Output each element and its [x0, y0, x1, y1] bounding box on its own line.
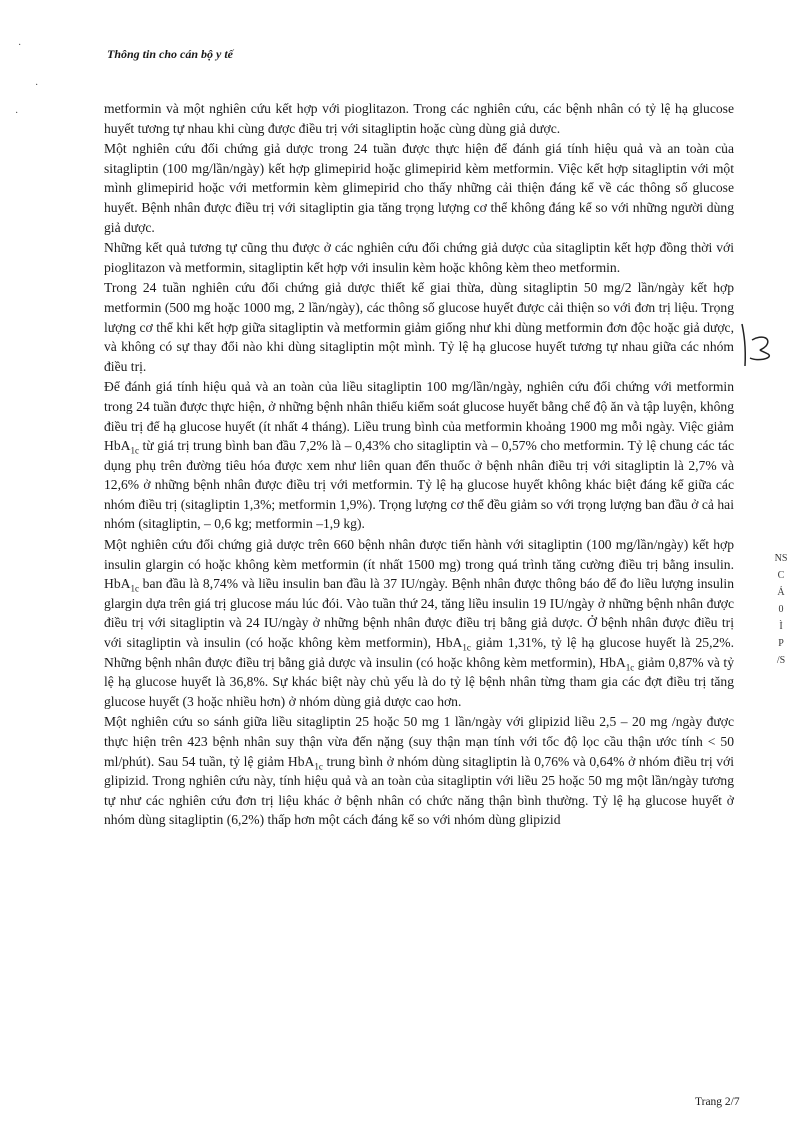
margin-mark: P — [778, 638, 784, 649]
scan-speck: · — [35, 80, 39, 91]
margin-mark: /S — [776, 655, 786, 666]
paragraph: Những kết quả tương tự cũng thu được ở các nghiên cứu đối chứng giả dược của sitagliptin kết hợp đồng thời với pioglitazon và metformin, sitagliptin kết hợp với insulin kèm hoặc không kèm theo metformin. — [104, 240, 734, 275]
scan-speck: · — [18, 40, 22, 51]
scan-speck: · — [15, 108, 19, 119]
paragraph: metformin và một nghiên cứu kết hợp với pioglitazon. Trong các nghiên cứu, các bệnh nhân có tỷ lệ hạ glucose huyết tương tự nhau khi cùng được điều trị với sitagliptin hoặc cùng dùng giả dược. — [104, 101, 734, 136]
handwritten-signature-mark — [738, 320, 778, 370]
paragraph: Để đánh giá tính hiệu quả và an toàn của liều sitagliptin 100 mg/lần/ngày, nghiên cứu đối chứng với metformin trong 24 tuần được thực hiện, ở những bệnh nhân thiếu kiểm soát glucose huyết bằng chế độ ăn và tập luyện, không điều trị để hạ glucose huyết (ít nhất 4 tháng). Liều trung bình của metformin khoảng 1900 mg mỗi ngày. Việc giảm HbA$_{1c}$ từ giá trị trung bình ban đầu 7,2% là – 0,43% cho sitagliptin và – 0,57% cho metformin. Tỷ lệ chung các tác dụng phụ trên đường tiêu hóa được xem như liên quan đến thuốc ở bệnh nhân điều trị với sitagliptin là 2,7% và 12,6% ở những bệnh nhân được điều trị với metformin. Tỷ lệ hạ glucose huyết không khác biệt đáng kể giữa các nhóm điều trị (sitagliptin 1,3%; metformin 1,9%). Trọng lượng cơ thể đều giảm so với trọng lượng ban đầu ở cả hai nhóm (sitagliptin, – 0,6 kg; metformin –1,9 kg). — [104, 379, 734, 532]
paragraph: Trong 24 tuần nghiên cứu đối chứng giả dược thiết kế giai thừa, dùng sitagliptin 50 mg/2 lần/ngày kết hợp metformin (500 mg hoặc 1000 mg, 2 lần/ngày), các thông số glucose huyết được cải thiện so với đơn trị liệu. Trọng lượng cơ thể khi kết hợp giữa sitagliptin và metformin giảm giống như khi dùng metformin đơn độc hoặc giả dược, và không có sự thay đổi nào khi dùng sitagliptin một mình. Tỷ lệ hạ glucose huyết tương tự nhau giữa các nhóm điều trị. — [104, 280, 734, 374]
page-number: Trang 2/7 — [695, 1096, 740, 1108]
margin-mark: NS — [774, 553, 788, 564]
margin-mark: 0 — [778, 604, 784, 615]
margin-mark: Ì — [779, 621, 783, 632]
paragraph: Một nghiên cứu đối chứng giả dược trong 24 tuần được thực hiện để đánh giá tính hiệu quả và an toàn của sitagliptin (100 mg/lần/ngày) kết hợp glimepirid hoặc glimepirid kèm metformin. Việc kết hợp sitagliptin với một mình glimepirid hoặc với metformin kèm glimepirid cho thấy những cải thiện đáng kể về các thông số glucose huyết. Bệnh nhân được điều trị với sitagliptin gia tăng trọng lượng cơ thể không đáng kể so với những người dùng giả dược. — [104, 141, 734, 235]
paragraph: Một nghiên cứu đối chứng giả dược trên 660 bệnh nhân được tiến hành với sitagliptin (100 mg/lần/ngày) kết hợp insulin glargin có hoặc không kèm metformin (ít nhất 1500 mg) trong quá trình tăng cường điều trị bằng insulin. HbA$_{1c}$ ban đầu là 8,74% và liều insulin ban đầu là 37 IU/ngày. Bệnh nhân được thông báo để đo liều lượng insulin glargin dựa trên giá trị glucose máu lúc đói. Vào tuần thứ 24, tăng liều insulin 19 IU/ngày ở những bệnh nhân được điều trị với sitagliptin và 24 IU/ngày ở những bệnh nhân được điều trị bằng giả dược. Ở bệnh nhân được điều trị với sitagliptin và insulin (có hoặc không kèm metformin), HbA$_{1c}$ giảm 1,31%, tỷ lệ hạ glucose huyết là 25,2%. Những bệnh nhân được điều trị bằng giả dược và insulin (có hoặc không kèm metformin), HbA$_{1c}$ giảm 0,87% và tỷ lệ hạ glucose huyết là 36,8%. Sự khác biệt này chủ yếu là do tỷ lệ bệnh nhân từng tham gia các đợt điều trị tăng glucose huyết (3 hoặc nhiều hơn) ở nhóm dùng giả dược cao hơn. — [104, 537, 735, 709]
margin-stamp-residue — [770, 550, 792, 669]
paragraph: Một nghiên cứu so sánh giữa liều sitagliptin 25 hoặc 50 mg 1 lần/ngày với glipizid liều 2,5 – 20 mg /ngày được thực hiện trên 423 bệnh nhân suy thận vừa đến nặng (suy thận mạn tính với tốc độ lọc cầu thận ước tính < 50 ml/phút). Sau 54 tuần, tỷ lệ giảm HbA$_{1c}$ trung bình ở nhóm dùng sitagliptin là 0,76% và 0,64% ở nhóm điều trị với glipizid. Trong nghiên cứu này, tính hiệu quả và an toàn của sitagliptin với liều 25 hoặc 50 mg một lần/ngày tương tự như các nghiên cứu đơn trị liệu khác ở bệnh nhân có chức năng thận bình thường. Tỷ lệ hạ glucose huyết ở nhóm dùng sitagliptin (6,2%) thấp hơn một cách đáng kể so với nhóm dùng glipizid — [104, 714, 734, 828]
margin-mark: Ả — [777, 587, 785, 598]
page-header: Thông tin cho cán bộ y tế — [107, 47, 234, 61]
document-body — [104, 99, 734, 831]
margin-mark: C — [777, 570, 785, 581]
